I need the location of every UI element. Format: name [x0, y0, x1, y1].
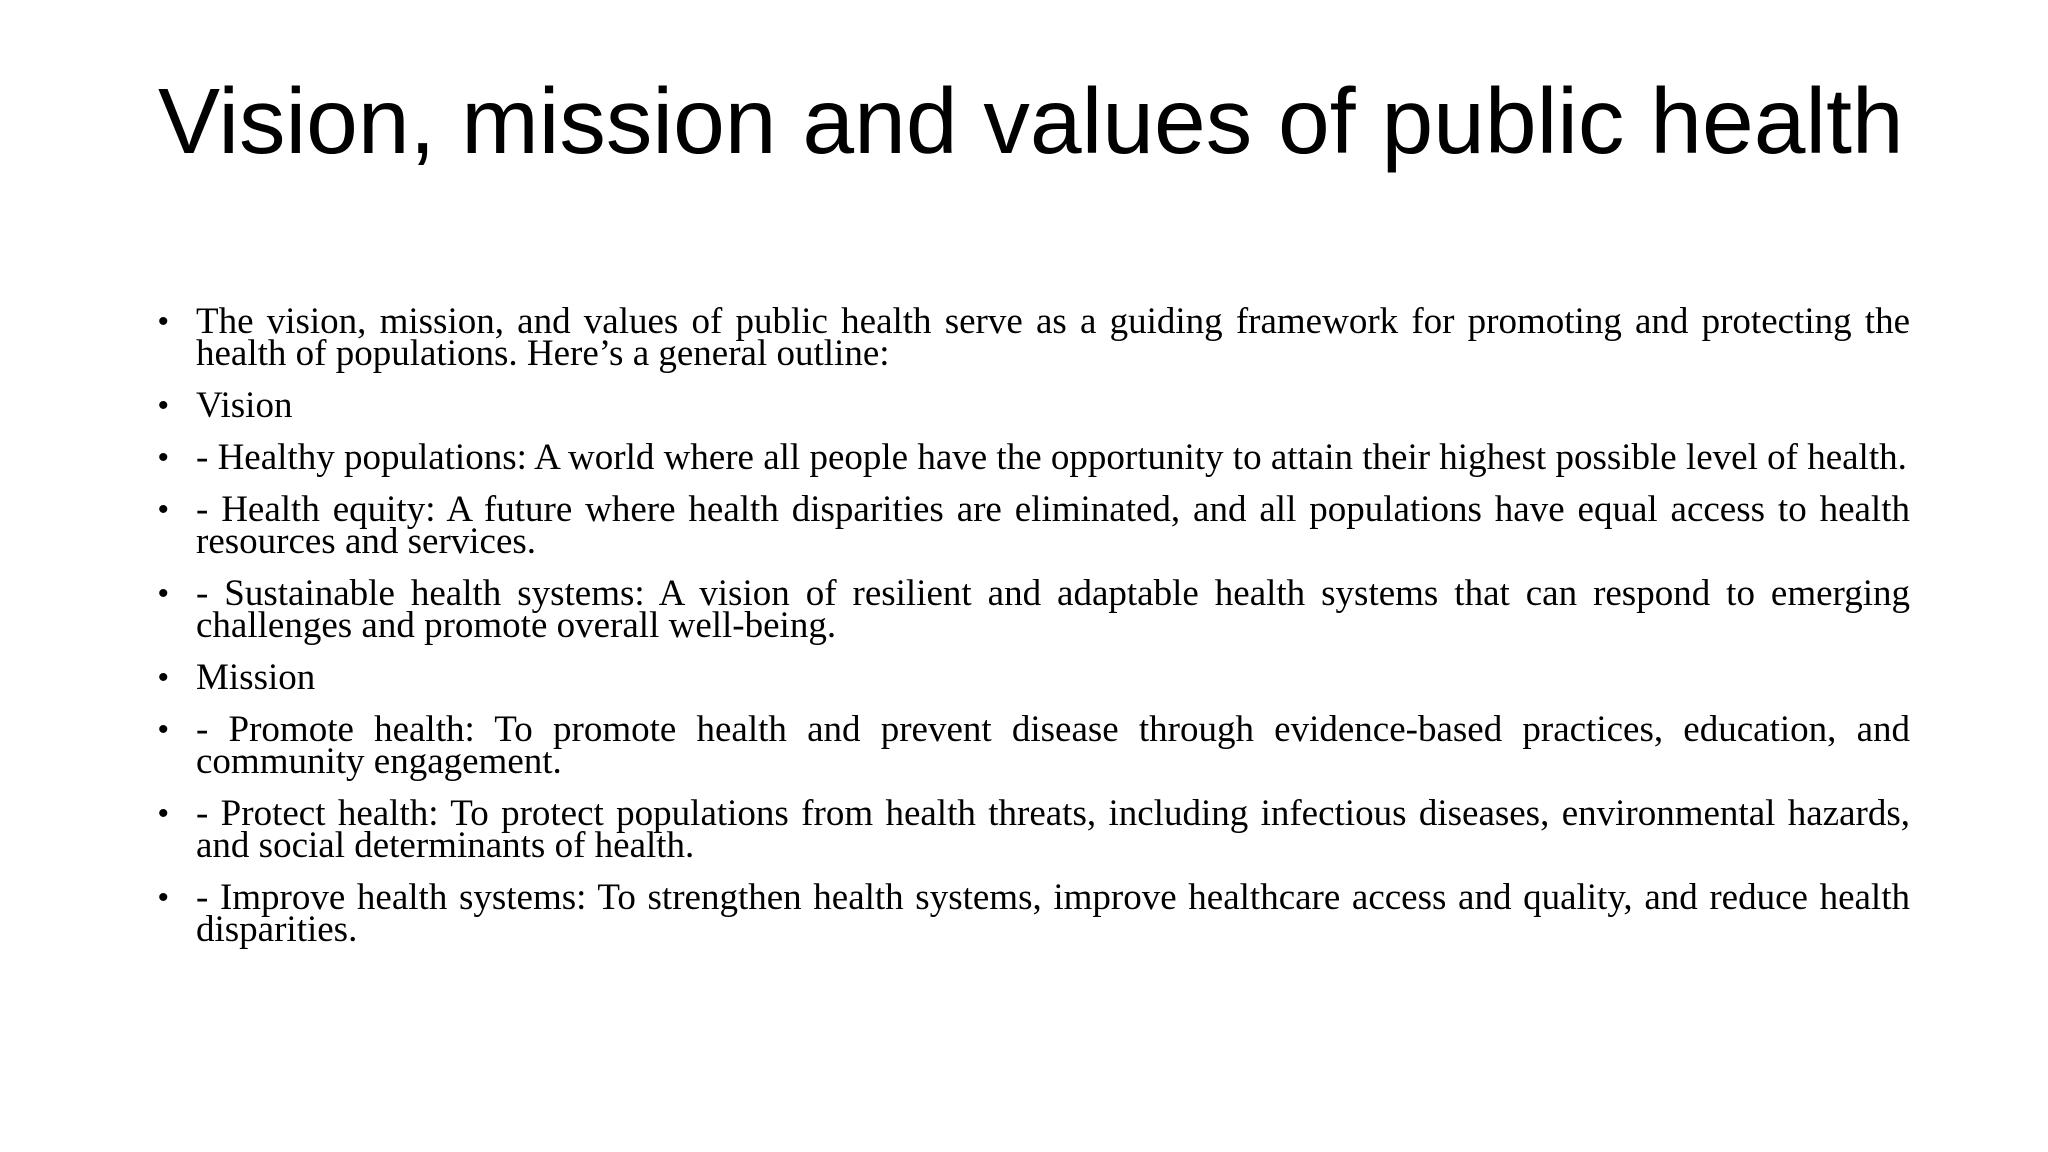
- list-item: [158, 489, 1910, 562]
- bullet-icon: •: [158, 661, 169, 694]
- bullet-icon: •: [158, 493, 169, 526]
- list-item: [158, 437, 1910, 478]
- bullet-text: The vision, mission, and values of public health serve as a guiding framework for promoting and protecting the health of populations. Here’s a general outline:: [196, 301, 1910, 374]
- list-item: [158, 793, 1910, 866]
- list-item: [158, 301, 1910, 374]
- bullet-text: Mission: [196, 657, 316, 698]
- bullet-text: - Healthy populations: A world where all people have the opportunity to attain their highest possible level of health.: [196, 437, 1907, 478]
- bullet-text: - Promote health: To promote health and prevent disease through evidence-based practices, education, and community engagement.: [196, 709, 1910, 782]
- bullet-icon: •: [158, 441, 169, 474]
- slide-title: Vision, mission and values of public health: [158, 69, 1904, 173]
- list-item: [158, 877, 1910, 950]
- bullet-icon: •: [158, 881, 169, 914]
- list-item: [158, 657, 1910, 698]
- list-item: [158, 385, 1910, 426]
- bullet-icon: •: [158, 713, 169, 746]
- list-item: [158, 573, 1910, 646]
- bullet-list: [158, 301, 1910, 966]
- bullet-icon: •: [158, 577, 169, 610]
- bullet-text: - Improve health systems: To strengthen health systems, improve healthcare access and quality, and reduce health disparities.: [196, 877, 1910, 950]
- list-item: [158, 709, 1910, 782]
- bullet-text: Vision: [196, 385, 293, 426]
- bullet-text: - Protect health: To protect populations from health threats, including infectious diseases, environmental hazards, and social determinants of health.: [196, 793, 1910, 866]
- bullet-text: - Sustainable health systems: A vision of resilient and adaptable health systems that can respond to emerging challenges and promote overall well-being.: [196, 573, 1910, 646]
- bullet-icon: •: [158, 305, 169, 338]
- bullet-icon: •: [158, 797, 169, 830]
- bullet-icon: •: [158, 389, 169, 422]
- bullet-text: - Health equity: A future where health disparities are eliminated, and all populations have equal access to health resources and services.: [196, 489, 1910, 562]
